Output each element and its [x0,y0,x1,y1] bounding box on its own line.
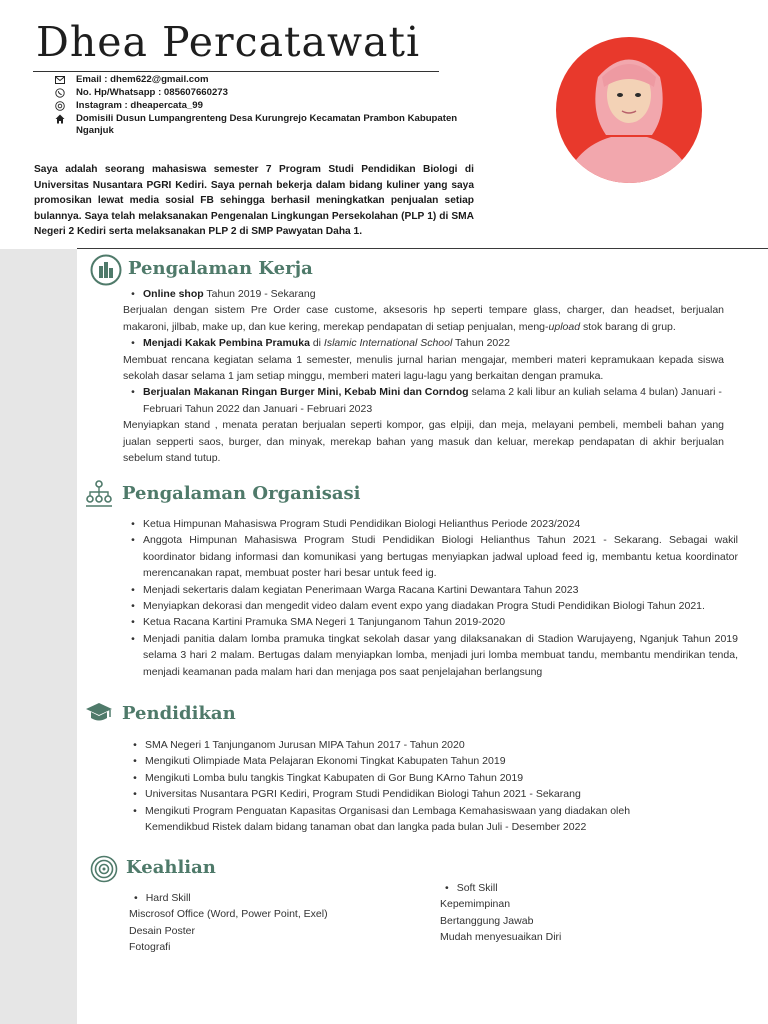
education-item: • Universitas Nusantara PGRI Kediri, Program Studi Pendidikan Biologi Tahun 2021 - Sekarang [133,788,581,801]
hard-skill-item: Miscrosof Office (Word, Power Point, Exel) [129,908,328,921]
organization-item: • Menjadi sekertaris dalam kegiatan Penerimaan Warga Racana Kartini Dewantara Tahun 2023 [131,583,579,596]
education-item: • Mengikuti Program Penguatan Kapasitas Organisasi dan Lembaga Kemahasiswaan yang diadakan oleh Kemendikbud Ristek dalam bidang tanaman obat dan langka pada bulan Juli - Desember 2022 [133,804,631,834]
organization-list [123,516,738,680]
organization-item: • Ketua Racana Kartini Pramuka SMA Negeri 1 Tanjunganom Tahun 2019-2020 [131,616,506,629]
section-divider-line [77,248,768,249]
hard-skills-heading: • Hard Skill [134,892,191,904]
left-sidebar-band [0,249,77,1024]
contact-email: Email : dhem622@gmail.com [76,74,209,85]
education-item: • Mengikuti Lomba bulu tangkis Tingkat Kabupaten di Gor Bung KArno Tahun 2019 [133,771,524,784]
organization-item: • Ketua Himpunan Mahasiswa Program Studi Pendidikan Biologi Helianthus Periode 2023/2024 [131,518,581,530]
envelope-icon [54,74,66,86]
soft-skills-heading: • Soft Skill [445,882,498,894]
hard-skill-item: Fotografi [129,941,171,954]
briefcase-building-icon [90,254,122,291]
section-title-education: Pendidikan [122,703,236,724]
organization-item: • Menjadi panitia dalam lomba pramuka tingkat sekolah dasar yang dilaksanakan di Stadion Warujayeng, Nganjuk Tahun 2019 selama 3 hari 2 malam. Bertugas dalam menyiapkan lomba, menjadi juri lomba membuat tandu, membantu mendirikan tenda, menjadi keamanan pada malam hari dan menjaga pos saat penjelajahan berlangsung [131,632,738,678]
education-list [125,737,665,835]
contact-info [54,74,474,137]
hard-skills-column [129,890,409,956]
experience-item-heading: • Online shop Tahun 2019 - Sekarang [131,288,316,300]
experience-list [123,286,724,466]
whatsapp-icon [54,87,66,99]
profile-summary: Saya adalah seorang mahasiswa semester 7 Program Studi Pendidikan Biologi di Universitas Nusantara PGRI Kediri. Saya pernah bekerja dalam bidang kuliner yang saya promosikan lewat media sosial FB sehingga berhasil meningkatkan penjualan setiap bulannya. Saya telah melaksanakan Pengenalan Lingkungan Persekolahan (PLP 1) di SMA Negeri 2 Kediri serta melaksanakan PLP 2 di SMP Pawyatan Daha 1. [34,164,474,237]
education-item: • SMA Negeri 1 Tanjunganom Jurusan MIPA Tahun 2017 - Tahun 2020 [133,739,465,751]
soft-skills-column [440,880,720,946]
section-title-skills: Keahlian [126,857,216,878]
contact-instagram: Instagram : dheapercata_99 [76,100,203,111]
contact-address-row [54,113,474,137]
contact-phone-row [54,87,474,100]
contact-instagram-row [54,100,474,113]
organization-item: • Menyiapkan dekorasi dan mengedit video dalam event expo yang diadakan Progra Studi Pendidikan Biologi Tahun 2021. [131,600,705,613]
contact-phone: No. Hp/Whatsapp : 085607660273 [76,87,228,98]
people-network-icon [85,479,113,512]
target-icon [90,855,118,888]
soft-skill-item: Bertanggung Jawab [440,914,534,927]
experience-item-desc: Berjualan dengan sistem Pre Order case custome, aksesoris hp seperti tempare glass, charger, dan headset, berjualan makaroni, jilbab, make up, dan kue kering, merekap pendapatan di setiap penjualan, meng-upload stok barang di grup. [123,304,724,333]
contact-address: Domisili Dusun Lumpangrenteng Desa Kurungrejo Kecamatan Prambon Kabupaten Nganjuk [76,113,458,136]
experience-item-desc: Menyiapkan stand , menata peratan berjualan seperti kompor, gas elpiji, dan meja, melayani pembeli, membeli bahan yang jualan sepperti saos, burger, dan minyak, merekap bahan yang masuk dan keluar, merekap pendapatan di akhir berjualan sebelum stand tutup. [123,419,724,465]
home-icon [54,113,66,125]
person-name: Dhea Percatawati [36,18,421,66]
education-item: • Mengikuti Olimpiade Mata Pelajaran Ekonomi Tingkat Kabupaten Tahun 2019 [133,755,506,768]
soft-skill-item: Kepemimpinan [440,898,511,911]
experience-item-heading: • Berjualan Makanan Ringan Burger Mini, Kebab Mini dan Corndog selama 2 kali libur an kuliah selama 4 bulan) Januari - Februari Tahun 2022 dan Januari - Februari 2023 [131,386,722,415]
hard-skill-item: Desain Poster [129,924,195,937]
section-title-experience: Pengalaman Kerja [128,258,313,279]
experience-item-desc: Membuat rencana kegiatan selama 1 semester, menulis jurnal harian mengajar, memberi materi kepramukaan kepada siswa sekolah dasar selama 1 jam setiap minggu, memberi materi lagu-lagu yang berkaitan dengan pramuka. [123,353,724,383]
name-underline [33,71,439,72]
contact-email-row [54,74,474,87]
soft-skill-item: Mudah menyesuaikan Diri [440,931,562,944]
graduation-cap-icon [85,701,113,730]
organization-item: • Anggota Himpunan Mahasiswa Program Studi Pendidikan Biologi Helianthus Tahun 2021 - Sekarang. Sebagai wakil koordinator bidang informasi dan komunikasi yang bertugas menyiapkan jadwal upload feed ig, membantu ketua koordinator merencanakan rapat, membuat poster hari besar untuk feed ig. [131,534,738,580]
section-title-organization: Pengalaman Organisasi [122,483,361,504]
profile-photo [556,37,702,183]
experience-item-heading: • Menjadi Kakak Pembina Pramuka di Islamic International School Tahun 2022 [131,337,510,350]
instagram-icon [54,100,66,112]
